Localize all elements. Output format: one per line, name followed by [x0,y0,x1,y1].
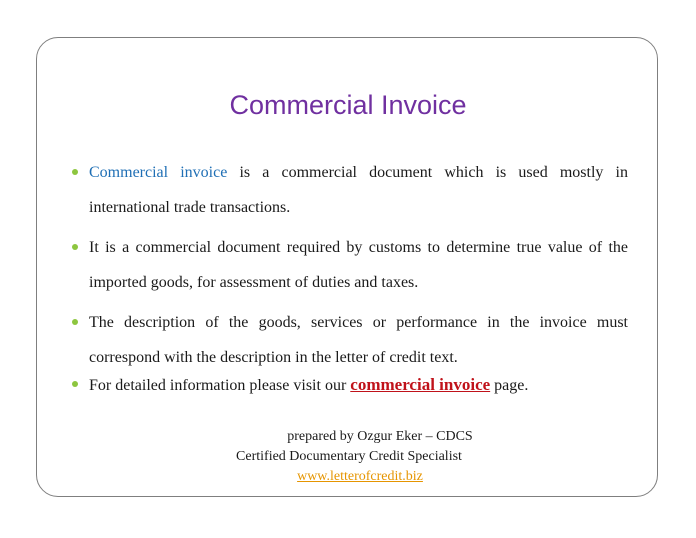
bullet-text-1: is a commercial document which is used mostly in international trade transactions. [89,164,628,216]
website-link[interactable]: www.letterofcredit.biz [297,469,423,484]
slide-footer [0,427,696,487]
commercial-invoice-page-link[interactable]: commercial invoice [350,375,491,394]
bullet-dot-icon [72,381,78,387]
bullet-text-3: The description of the goods, services or performance in the invoice must correspond with the description in the letter of credit text. [89,314,628,366]
bullet-item-3 [72,305,628,375]
bullet-text-4-before: For detailed information please visit our [89,377,351,394]
bullet-text-4-after: page. [490,377,529,394]
bullet-list [72,155,628,403]
bullet-item-4 [72,367,628,403]
bullet-dot-icon [72,319,78,325]
commercial-invoice-inline-link[interactable]: Commercial invoice [89,164,228,181]
bullet-dot-icon [72,169,78,175]
bullet-text-2: It is a commercial document required by customs to determine true value of the imported goods, for assessment of duties and taxes. [89,239,628,291]
prepared-by-text: prepared by Ozgur Eker – CDCS [287,429,473,444]
bullet-dot-icon [72,244,78,250]
credential-text: Certified Documentary Credit Specialist [236,449,462,464]
bullet-item-2 [72,230,628,300]
slide-title: Commercial Invoice [229,90,467,120]
bullet-item-1 [72,155,628,225]
